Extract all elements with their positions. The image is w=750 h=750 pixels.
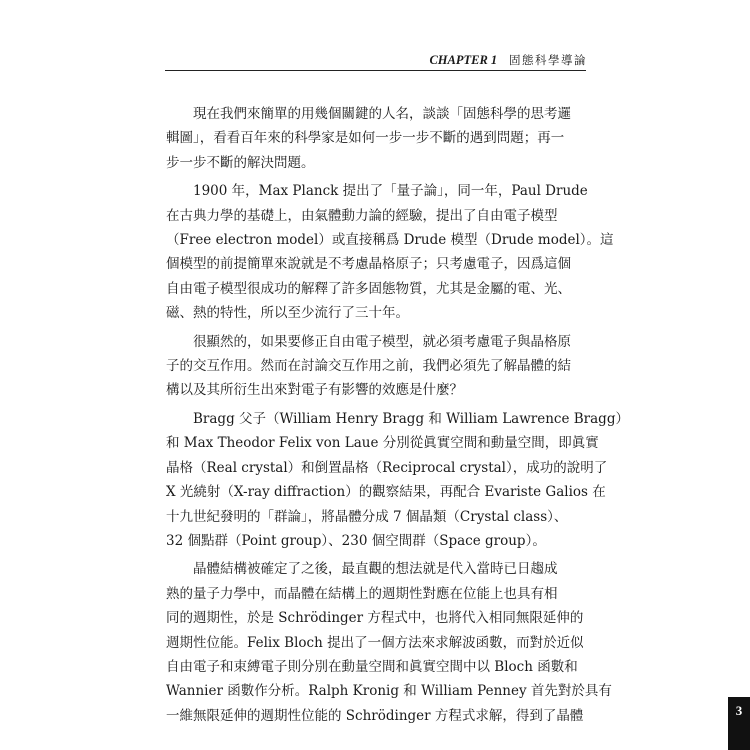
text-line: 子的交互作用。然而在討論交互作用之前，我們必須先了解晶體的結	[166, 358, 571, 375]
text-line: 32 個點群（Point group）、230 個空間群（Space group）。	[166, 532, 546, 549]
text-line: 步一步不斷的解決問題。	[166, 154, 315, 171]
paragraph-4	[166, 407, 629, 553]
text-line: 十九世紀發明的「群論」，將晶體分成 7 個晶類（Crystal class）、	[166, 508, 568, 525]
page-number-tab	[728, 697, 750, 750]
text-line: 自由電子模型很成功的解釋了許多固態物質，尤其是金屬的電、光、	[166, 280, 571, 297]
paragraph-5	[166, 557, 612, 728]
text-line: 和 Max Theodor Felix von Laue 分別從眞實空間和動量空間，即眞實	[166, 435, 599, 452]
header-rule	[165, 70, 586, 71]
chapter-label: CHAPTER 1	[429, 53, 498, 67]
text-line: （Free electron model）或直接稱爲 Drude 模型（Drude model）。這	[166, 232, 614, 249]
body-text	[166, 102, 629, 728]
text-line: 個模型的前提簡單來說就是不考慮晶格原子；只考慮電子，因爲這個	[166, 256, 571, 273]
text-line: 磁、熱的特性，所以至少流行了三十年。	[166, 305, 409, 322]
text-line: Wannier 函數作分析。Ralph Kronig 和 William Penney 首先對於具有	[166, 683, 612, 700]
text-line: 晶體結構被確定了之後，最直觀的想法就是代入當時已日趨成	[193, 561, 558, 578]
chapter-title: 固態科學導論	[509, 53, 587, 67]
text-line: 在古典力學的基礎上，由氣體動力論的經驗，提出了自由電子模型	[166, 207, 558, 224]
text-line: 同的週期性，於是 Schrödinger 方程式中，也將代入相同無限延伸的	[166, 610, 584, 627]
text-line: 一維無限延伸的週期性位能的 Schrödinger 方程式求解，得到了晶體	[166, 707, 584, 724]
text-line: 熟的量子力學中，而晶體在結構上的週期性對應在位能上也具有相	[166, 585, 558, 602]
text-line: 晶格（Real crystal）和倒置晶格（Reciprocal crystal），成功的說明了	[166, 459, 608, 476]
paragraph-1	[166, 102, 576, 175]
paragraph-2	[166, 179, 614, 325]
paragraph-3	[166, 330, 576, 403]
text-line: 週期性位能。Felix Bloch 提出了一個方法來求解波函數，而對於近似	[166, 634, 584, 651]
text-line: X 光繞射（X-ray diffraction）的觀察結果，再配合 Evariste Galios 在	[166, 484, 606, 501]
text-line: Bragg 父子（William Henry Bragg 和 William Lawrence Bragg）	[193, 410, 629, 427]
text-line: 輯圖」，看看百年來的科學家是如何一步一步不斷的遇到問題；再一	[166, 130, 565, 147]
text-line: 現在我們來簡單的用幾個關鍵的人名，談談「固態科學的思考邏	[193, 106, 571, 122]
running-header	[429, 52, 587, 68]
text-line: 自由電子和束縛電子則分別在動量空間和眞實空間中以 Bloch 函數和	[166, 658, 578, 675]
text-line: 1900 年，Max Planck 提出了「量子論」，同一年，Paul Drude	[193, 183, 588, 200]
page-number: 3	[735, 703, 743, 718]
text-line: 構以及其所衍生出來對電子有影響的效應是什麼？	[166, 382, 463, 399]
text-line: 很顯然的，如果要修正自由電子模型，就必須考慮電子與晶格原	[193, 333, 571, 350]
